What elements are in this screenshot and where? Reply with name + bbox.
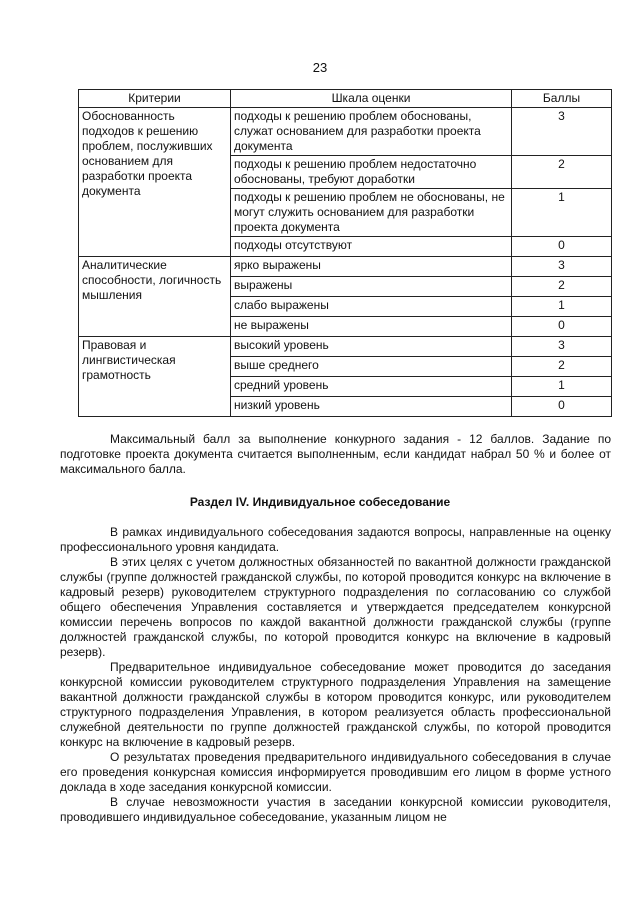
points-cell: 2 — [512, 277, 612, 297]
criterion-cell: Аналитические способности, логичность мышления — [79, 257, 231, 337]
points-cell: 2 — [512, 156, 612, 189]
scale-cell: подходы к решению проблем обоснованы, служат основанием для разработки проекта документа — [231, 108, 512, 156]
scale-cell: средний уровень — [231, 377, 512, 397]
table-row — [79, 337, 612, 357]
section-body — [60, 525, 611, 825]
header-points: Баллы — [512, 90, 612, 108]
criterion-cell: Правовая и лингвистическая грамотность — [79, 337, 231, 417]
points-cell: 0 — [512, 317, 612, 337]
table-row — [79, 257, 612, 277]
scale-cell: выражены — [231, 277, 512, 297]
paragraph: В случае невозможности участия в заседании конкурсной комиссии руководителя, проводившего индивидуальное собеседование, указанным лицом не — [60, 795, 611, 824]
max-score-block — [60, 432, 611, 477]
page-number: 23 — [312, 60, 328, 75]
points-cell: 3 — [512, 108, 612, 156]
scale-cell: ярко выражены — [231, 257, 512, 277]
scale-cell: выше среднего — [231, 357, 512, 377]
points-cell: 3 — [512, 337, 612, 357]
scale-cell: слабо выражены — [231, 297, 512, 317]
scale-cell: высокий уровень — [231, 337, 512, 357]
points-cell: 0 — [512, 397, 612, 417]
points-cell: 3 — [512, 257, 612, 277]
points-cell: 1 — [512, 297, 612, 317]
points-cell: 1 — [512, 377, 612, 397]
points-cell: 1 — [512, 189, 612, 237]
evaluation-table — [78, 89, 612, 417]
header-scale: Шкала оценки — [231, 90, 512, 108]
scale-cell: подходы отсутствуют — [231, 237, 512, 257]
paragraph: О результатах проведения предварительного индивидуального собеседования в случае его проведения конкурсная комиссия информируется проводившим его лицом в форме устного доклада в ходе заседания конкурсной комиссии. — [60, 750, 611, 794]
table-header-row — [79, 90, 612, 108]
scale-cell: подходы к решению проблем не обоснованы, не могут служить основанием для разработки проекта документа — [231, 189, 512, 237]
scale-cell: низкий уровень — [231, 397, 512, 417]
section-heading: Раздел IV. Индивидуальное собеседование — [189, 495, 451, 509]
max-score-note: Максимальный балл за выполнение конкурного задания - 12 баллов. Задание по подготовке проекта документа считается выполненным, если кандидат набрал 50 % и более от максимального балла. — [60, 432, 611, 476]
scale-cell: подходы к решению проблем недостаточно обоснованы, требуют доработки — [231, 156, 512, 189]
paragraph: Предварительное индивидуальное собеседование может проводится до заседания конкурсной комиссии руководителем структурного подразделения Управления на замещение вакантной должности гражданской службы в котором проводится конкурс, или руководителем структурного подразделения Управления, в котором реализуется область профессиональной служебной деятельности по группе должностей гражданской службы, по которой проводится конкурс на включение в кадровый резерв. — [60, 660, 611, 749]
scale-cell: не выражены — [231, 317, 512, 337]
table-row — [79, 108, 612, 156]
points-cell: 2 — [512, 357, 612, 377]
paragraph: В этих целях с учетом должностных обязанностей по вакантной должности гражданской службы (группе должностей гражданской службы, по которой проводится конкурс на включение в кадровый резерв) руководителем структурного подразделения по согласованию со службой общего обеспечения Управления составляется и утверждается председателем конкурсной комиссии перечень вопросов по каждой вакантной должности гражданской службы (группе должностей гражданской службы, по которой проводится конкурс на включение в кадровый резерв). — [60, 555, 611, 659]
criterion-cell: Обоснованность подходов к решению проблем, послуживших основанием для разработки проекта документа — [79, 108, 231, 257]
paragraph: В рамках индивидуального собеседования задаются вопросы, направленные на оценку профессионального уровня кандидата. — [60, 525, 611, 554]
points-cell: 0 — [512, 237, 612, 257]
header-criteria: Критерии — [79, 90, 231, 108]
